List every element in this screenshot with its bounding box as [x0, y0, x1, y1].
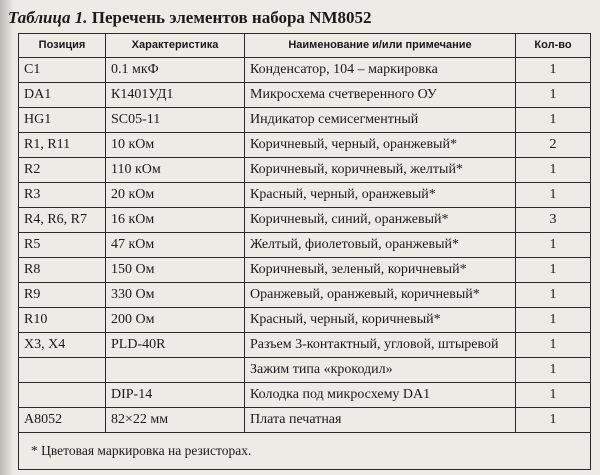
- components-table-wrap: [18, 33, 590, 470]
- table-row: [19, 308, 591, 333]
- cell-name: Красный, черный, коричневый*: [245, 308, 516, 333]
- cell-name: Плата печатная: [245, 408, 516, 433]
- table-row: [19, 233, 591, 258]
- cell-quantity: 1: [516, 308, 591, 333]
- cell-position: R2: [19, 158, 106, 183]
- cell-position: R3: [19, 183, 106, 208]
- cell-quantity: 1: [516, 108, 591, 133]
- page-binding-shadow: [0, 0, 14, 475]
- header-name-note: Наименование и/или примечание: [245, 34, 516, 58]
- cell-characteristic: 0.1 мкФ: [106, 58, 245, 83]
- cell-name: Микросхема счетверенного ОУ: [245, 83, 516, 108]
- cell-quantity: 1: [516, 233, 591, 258]
- cell-position: [19, 383, 106, 408]
- cell-position: A8052: [19, 408, 106, 433]
- cell-characteristic: 82×22 мм: [106, 408, 245, 433]
- table-footnote: * Цветовая маркировка на резисторах.: [19, 433, 591, 470]
- cell-quantity: 1: [516, 408, 591, 433]
- cell-position: R8: [19, 258, 106, 283]
- header-characteristic: Характеристика: [106, 34, 245, 58]
- cell-name: Зажим типа «крокодил»: [245, 358, 516, 383]
- components-table: [18, 33, 591, 470]
- cell-characteristic: 330 Ом: [106, 283, 245, 308]
- header-quantity: Кол-во: [516, 34, 591, 58]
- cell-position: R5: [19, 233, 106, 258]
- cell-position: C1: [19, 58, 106, 83]
- cell-characteristic: 110 кОм: [106, 158, 245, 183]
- table-row: [19, 333, 591, 358]
- cell-name: Разъем 3-контактный, угловой, штыревой: [245, 333, 516, 358]
- cell-characteristic: 20 кОм: [106, 183, 245, 208]
- table-footnote-row: [19, 433, 591, 470]
- header-position: Позиция: [19, 34, 106, 58]
- cell-quantity: 1: [516, 58, 591, 83]
- cell-characteristic: 150 Ом: [106, 258, 245, 283]
- cell-name: Желтый, фиолетовый, оранжевый*: [245, 233, 516, 258]
- table-row: [19, 83, 591, 108]
- cell-name: Оранжевый, оранжевый, коричневый*: [245, 283, 516, 308]
- table-caption: [8, 6, 372, 30]
- table-caption-title: Перечень элементов набора NM8052: [91, 8, 372, 27]
- cell-quantity: 1: [516, 283, 591, 308]
- cell-characteristic: 10 кОм: [106, 133, 245, 158]
- cell-quantity: 1: [516, 183, 591, 208]
- cell-name: Красный, черный, оранжевый*: [245, 183, 516, 208]
- cell-name: Конденсатор, 104 – маркировка: [245, 58, 516, 83]
- cell-quantity: 1: [516, 333, 591, 358]
- cell-quantity: 2: [516, 133, 591, 158]
- cell-position: R10: [19, 308, 106, 333]
- cell-quantity: 1: [516, 158, 591, 183]
- cell-position: DA1: [19, 83, 106, 108]
- table-row: [19, 183, 591, 208]
- table-row: [19, 158, 591, 183]
- cell-characteristic: 200 Ом: [106, 308, 245, 333]
- cell-characteristic: 16 кОм: [106, 208, 245, 233]
- table-header-row: [19, 34, 591, 58]
- cell-characteristic: SC05-11: [106, 108, 245, 133]
- cell-quantity: 3: [516, 208, 591, 233]
- cell-position: R1, R11: [19, 133, 106, 158]
- table-row: [19, 358, 591, 383]
- cell-characteristic: DIP-14: [106, 383, 245, 408]
- cell-characteristic: PLD-40R: [106, 333, 245, 358]
- cell-quantity: 1: [516, 358, 591, 383]
- table-caption-number: Таблица 1.: [8, 8, 88, 27]
- cell-position: R4, R6, R7: [19, 208, 106, 233]
- cell-name: Коричневый, зеленый, коричневый*: [245, 258, 516, 283]
- table-row: [19, 58, 591, 83]
- cell-quantity: 1: [516, 258, 591, 283]
- cell-name: Индикатор семисегментный: [245, 108, 516, 133]
- cell-characteristic: [106, 358, 245, 383]
- cell-name: Коричневый, черный, оранжевый*: [245, 133, 516, 158]
- table-row: [19, 408, 591, 433]
- cell-quantity: 1: [516, 83, 591, 108]
- table-row: [19, 283, 591, 308]
- cell-position: [19, 358, 106, 383]
- cell-position: HG1: [19, 108, 106, 133]
- cell-quantity: 1: [516, 383, 591, 408]
- cell-characteristic: К1401УД1: [106, 83, 245, 108]
- table-row: [19, 133, 591, 158]
- cell-position: X3, X4: [19, 333, 106, 358]
- table-row: [19, 208, 591, 233]
- cell-name: Колодка под микросхему DA1: [245, 383, 516, 408]
- cell-characteristic: 47 кОм: [106, 233, 245, 258]
- table-row: [19, 108, 591, 133]
- cell-name: Коричневый, синий, оранжевый*: [245, 208, 516, 233]
- cell-position: R9: [19, 283, 106, 308]
- cell-name: Коричневый, коричневый, желтый*: [245, 158, 516, 183]
- table-row: [19, 383, 591, 408]
- table-row: [19, 258, 591, 283]
